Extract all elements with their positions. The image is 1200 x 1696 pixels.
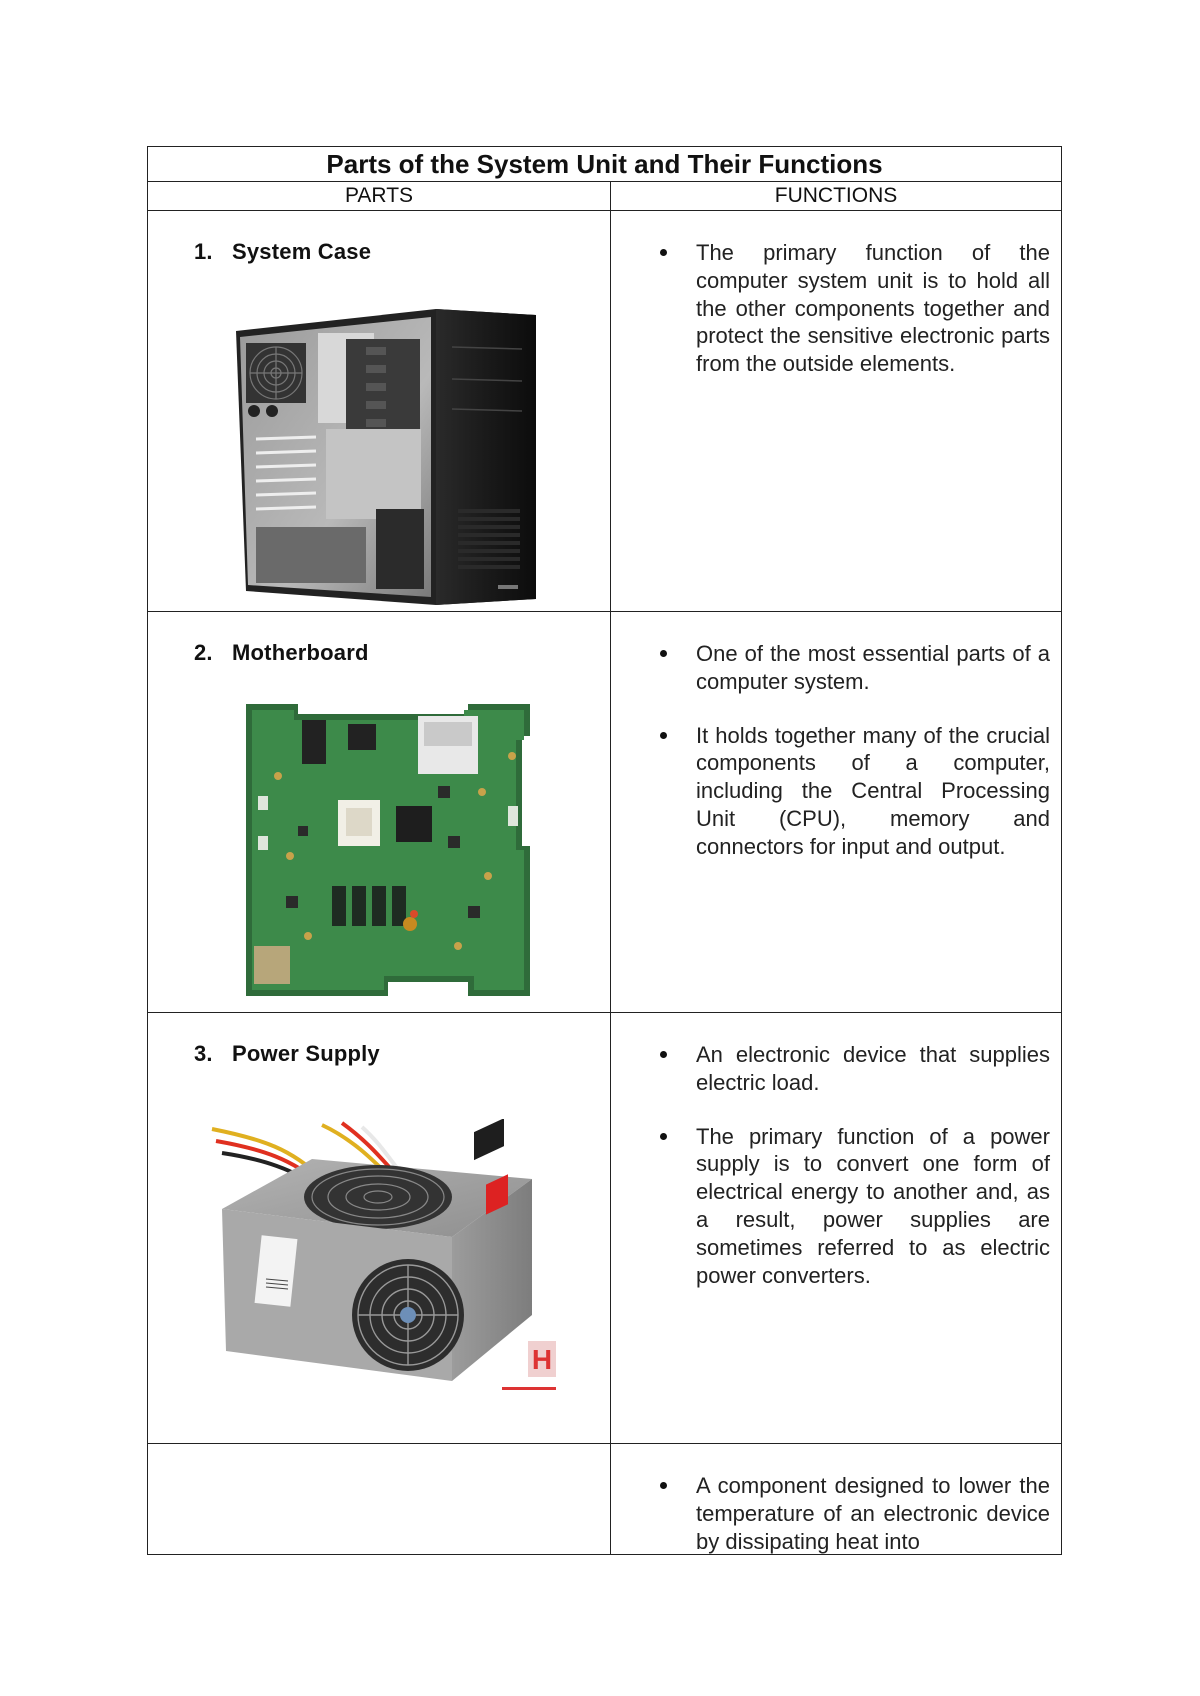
part-cell-power-supply [148,1013,611,1444]
list-item: The primary function of the computer system unit is to hold all the other components together and protect the sensitive electronic parts from the outside elements. [659,239,1050,378]
part-cell-system-case [148,211,611,612]
part-number: 1. [194,239,213,264]
part-title [194,1041,380,1067]
part-cell-motherboard [148,612,611,1013]
part-title [194,239,371,265]
table-title: Parts of the System Unit and Their Functions [148,147,1062,182]
function-clip [611,1444,1061,1554]
table-row [148,612,1062,1013]
part-cell-empty [148,1444,611,1555]
power-supply-image [202,1119,572,1401]
part-number: 2. [194,640,213,665]
function-cell-power-supply [611,1013,1062,1444]
table-row [148,1444,1062,1555]
list-item: A component designed to lower the temperature of an electronic device by dissipating heat into [659,1472,1050,1554]
parts-functions-table [147,146,1062,1555]
list-item: One of the most essential parts of a computer system. [659,640,1050,696]
table-row [148,1013,1062,1444]
function-cell-motherboard [611,612,1062,1013]
part-name: Power Supply [232,1041,380,1066]
part-name: System Case [232,239,372,264]
part-name: Motherboard [232,640,369,665]
part-number: 3. [194,1041,213,1066]
list-item: It holds together many of the crucial components of a computer, including the Central Processing Unit (CPU), memory and connectors for input and output. [659,722,1050,861]
part-title [194,640,369,666]
table-row [148,211,1062,612]
function-cell-cooling [611,1444,1062,1555]
function-cell-system-case [611,211,1062,612]
functions-column-header: FUNCTIONS [611,182,1062,211]
function-list [659,1041,1050,1315]
part-title [194,1472,232,1498]
svg-text:H: H [531,1344,553,1375]
parts-column-header: PARTS [148,182,611,211]
system-case-image [226,299,544,607]
function-list [659,239,1050,404]
list-item: An electronic device that supplies electric load. [659,1041,1050,1097]
list-item: The primary function of a power supply is to convert one form of electrical energy to another and, as a result, power supplies are sometimes referred to as electric power converters. [659,1123,1050,1290]
function-list [659,640,1050,887]
motherboard-image [238,696,538,996]
function-list [659,1472,1050,1554]
